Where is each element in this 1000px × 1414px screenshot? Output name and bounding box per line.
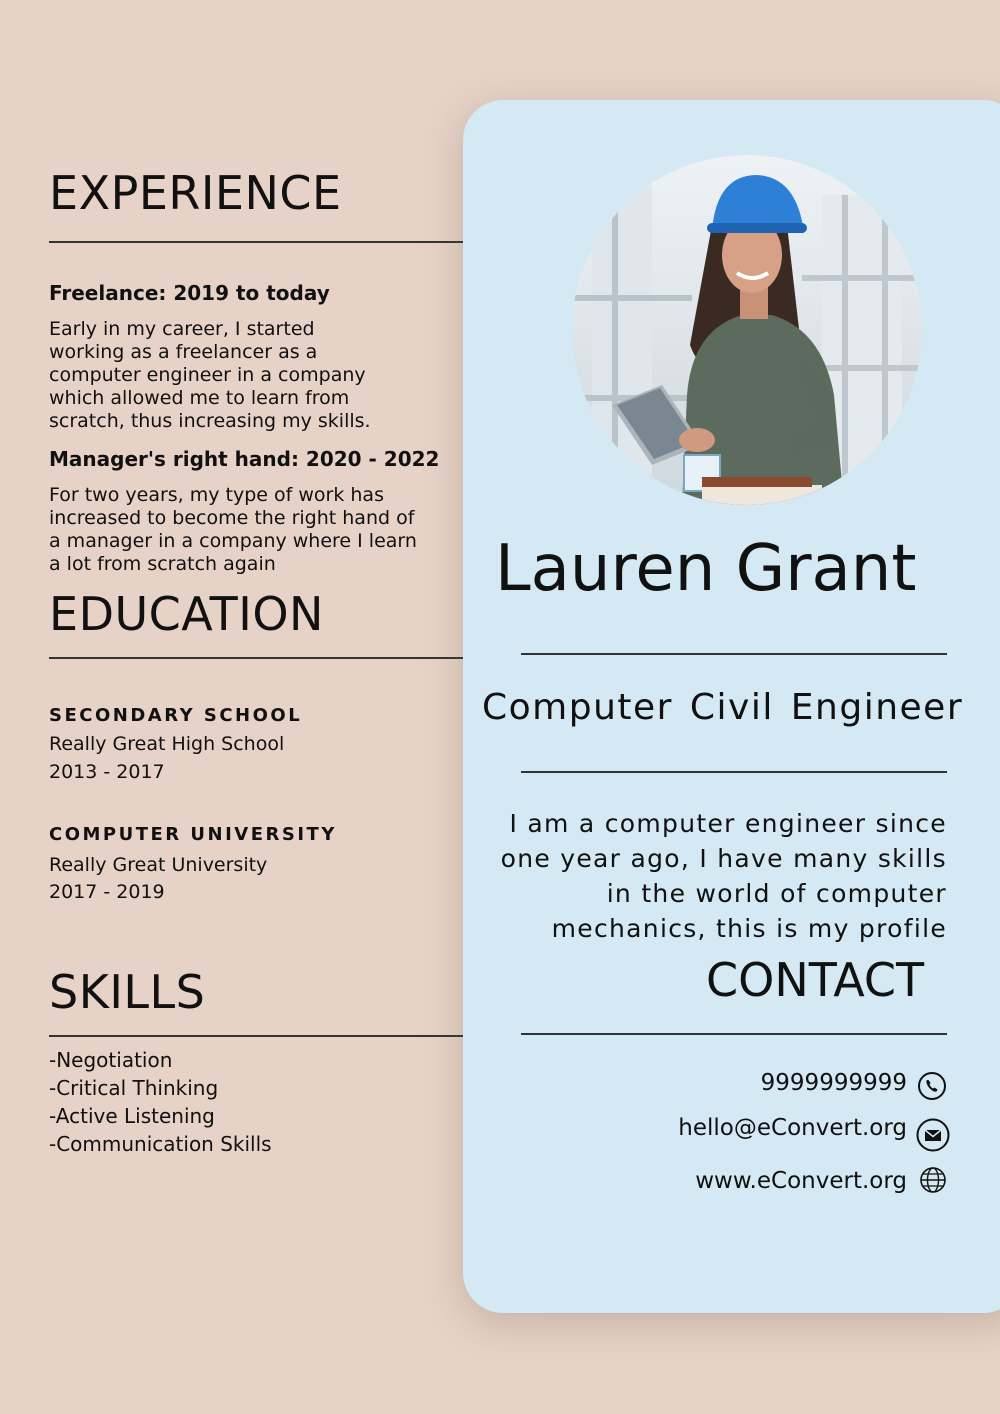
job-title-1: Freelance: 2019 to today — [49, 281, 330, 305]
education-heading: EDUCATION — [49, 587, 324, 641]
experience-heading: EXPERIENCE — [49, 166, 342, 220]
globe-icon — [919, 1166, 947, 1194]
skills-list — [49, 1046, 272, 1158]
skill-item: -Communication Skills — [49, 1132, 272, 1156]
education-years-1: 2013 - 2017 — [49, 761, 165, 783]
contact-website[interactable]: www.eConvert.org — [695, 1168, 907, 1194]
job-title-2: Manager's right hand: 2020 - 2022 — [49, 447, 440, 471]
job-description-2: For two years, my type of work has increased to become the right hand of a manager in a company where I learn a lot from scratch again — [49, 484, 417, 575]
experience-divider — [49, 241, 463, 243]
contact-heading: CONTACT — [706, 953, 925, 1007]
envelope-icon — [916, 1118, 950, 1152]
name-divider — [521, 653, 947, 655]
skill-item: -Negotiation — [49, 1048, 173, 1072]
contact-divider — [521, 1033, 947, 1035]
education-level-2: COMPUTER UNIVERSITY — [49, 824, 337, 845]
education-school-1: Really Great High School — [49, 733, 285, 755]
skills-heading: SKILLS — [49, 965, 206, 1019]
skills-divider — [49, 1035, 463, 1037]
engineer-portrait-image — [572, 155, 922, 505]
contact-phone[interactable]: 9999999999 — [760, 1070, 907, 1096]
role-divider — [521, 771, 947, 773]
profile-about: I am a computer engineer since one year ago, I have many skills in the world of computer mechanics, this is my profile — [500, 809, 947, 943]
skill-item: -Critical Thinking — [49, 1076, 219, 1100]
profile-name: Lauren Grant — [495, 532, 917, 606]
skill-item: -Active Listening — [49, 1104, 215, 1128]
job-description-1: Early in my career, I started working as a freelancer as a computer engineer in a company which allowed me to learn from scratch, thus increasing my skills. — [49, 318, 371, 432]
education-level-1: SECONDARY SCHOOL — [49, 705, 303, 726]
contact-email[interactable]: hello@eConvert.org — [678, 1115, 907, 1141]
education-school-2: Really Great University — [49, 854, 268, 876]
profile-photo — [572, 155, 922, 505]
education-years-2: 2017 - 2019 — [49, 881, 165, 903]
education-divider — [49, 657, 463, 659]
phone-icon — [917, 1071, 947, 1101]
profile-role: Computer Civil Engineer — [482, 687, 964, 728]
